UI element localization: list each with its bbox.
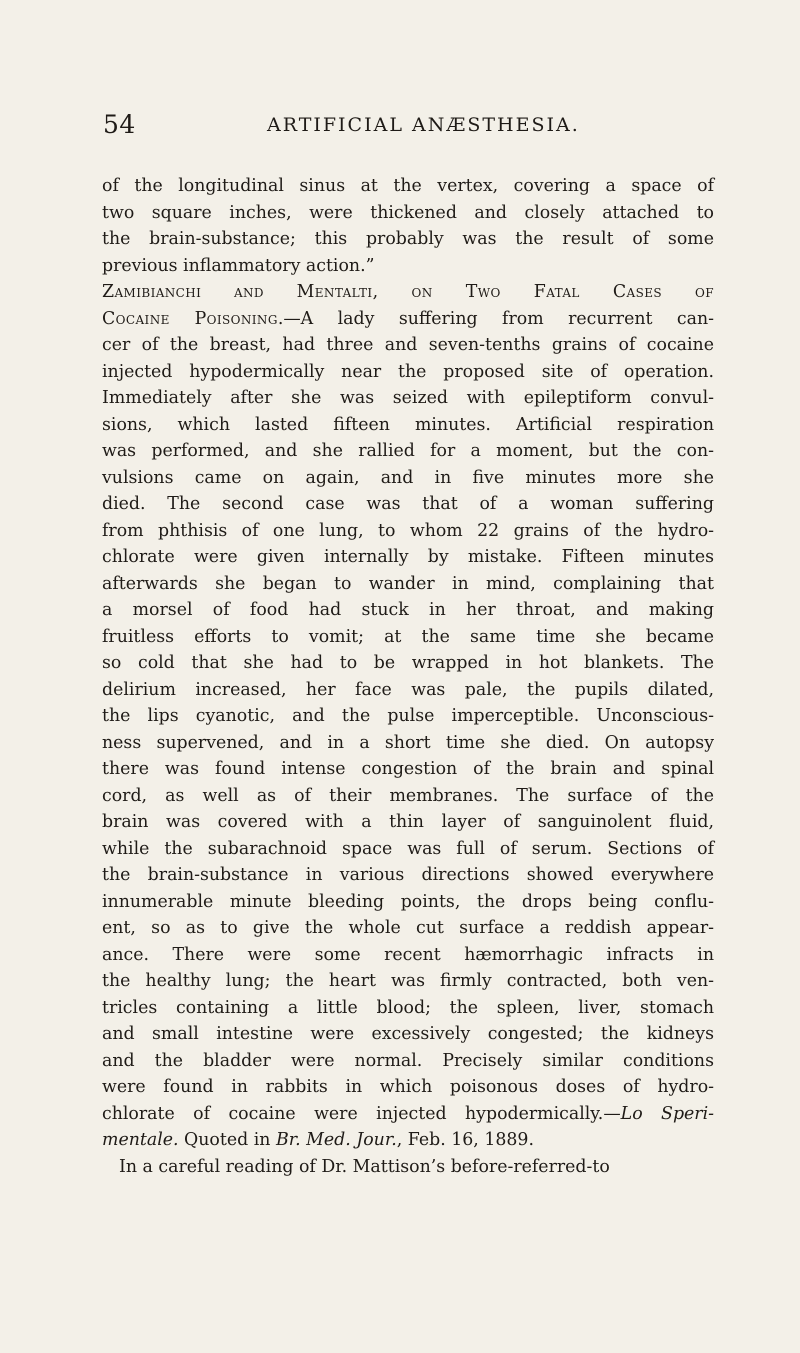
text-line: was performed, and she rallied for a moment, but the con- [102,441,714,461]
text-line: a morsel of food had stuck in her throat, and making [102,600,714,620]
text-line: there was found intense congestion of the brain and spinal [102,759,714,779]
text-line: the brain-substance in various directions showed everywhere [102,865,714,885]
text-run: Quoted in [178,1130,276,1150]
text-line: delirium increased, her face was pale, the pupils dilated, [102,679,714,700]
running-head: ARTIFICIAL ANÆSTHESIA. [267,114,580,136]
citation-date: , Feb. 16, 1889. [396,1130,534,1150]
text-line-heading [102,279,714,306]
page-number: 54 [103,110,136,139]
text-line: the brain-substance; this probably was the result of some [102,229,714,249]
text-line: vulsions came on again, and in five minutes more she [102,467,714,488]
text-line: sions, which lasted fifteen minutes. Artificial respiration [102,414,714,435]
article-title: , on Two Fatal Cases of [372,282,715,302]
text-line: ness supervened, and in a short time she died. On autopsy [102,732,714,753]
text-line: and the bladder were normal. Precisely similar conditions [102,1050,714,1071]
page-body [102,173,714,1180]
journal-abbreviation: Br. Med. Jour. [275,1130,397,1150]
text-line-citation [102,1101,714,1128]
page-header [0,112,800,142]
author-connector: and [233,282,264,302]
text-line: two square inches, were thickened and closely attached to [102,202,714,223]
text-line: were found in rabbits in which poisonous doses of hydro- [102,1077,714,1097]
text-line: fruitless efforts to vomit; at the same time she became [102,626,714,647]
text-line: and small intestine were excessively congested; the kidneys [102,1024,714,1044]
text-line: tricles containing a little blood; the spleen, liver, stomach [102,997,714,1018]
text-run: .—A lady suffering from recurrent can- [277,308,715,329]
text-line: previous inflammatory action.” [102,255,375,276]
paragraph-next [102,1154,714,1181]
text-line: the healthy lung; the heart was firmly contracted, both ven- [102,971,714,991]
text-line: of the longitudinal sinus at the vertex, covering a space of [102,176,714,196]
text-line: innumerable minute bleeding points, the drops being conflu- [102,891,714,912]
text-run: chlorate of cocaine were injected hypodermically.— [102,1103,621,1124]
text-line: the lips cyanotic, and the pulse imperceptible. Unconscious- [102,706,714,726]
text-line: died. The second case was that of a woman suffering [102,494,714,514]
text-line: ance. There were some recent hæmorrhagic infracts in [102,944,714,965]
text-line: from phthisis of one lung, to whom 22 grains of the hydro- [102,520,714,541]
paragraph-cocaine-cases [102,279,714,1154]
article-title: Cocaine Poisoning [102,308,278,329]
text-line: ent, so as to give the whole cut surface a reddish appear- [102,918,714,938]
text-line: cer of the breast, had three and seven-tenths grains of cocaine [102,335,714,355]
text-line: so cold that she had to be wrapped in hot blankets. The [102,653,714,673]
text-line: chlorate were given internally by mistake. Fifteen minutes [102,547,714,567]
text-line: while the subarachnoid space was full of serum. Sections of [102,838,714,859]
text-line: afterwards she began to wander in mind, complaining that [102,573,714,594]
author-name: Zamibianchi [102,282,202,302]
journal-title: mentale. [102,1130,179,1150]
text-line: Immediately after she was seized with epileptiform convul- [102,388,714,408]
text-line-heading [102,306,714,333]
text-line: brain was covered with a thin layer of sanguinolent fluid, [102,812,714,832]
text-line: injected hypodermically near the proposed site of operation. [102,361,714,382]
paragraph-continued [102,173,714,279]
author-name: Mentalti [296,282,373,302]
text-line: cord, as well as of their membranes. The surface of the [102,785,714,806]
text-line-citation [102,1127,714,1154]
text-line: In a careful reading of Dr. Mattison’s before-referred-to [119,1156,610,1177]
journal-title: Lo Speri- [620,1103,715,1124]
